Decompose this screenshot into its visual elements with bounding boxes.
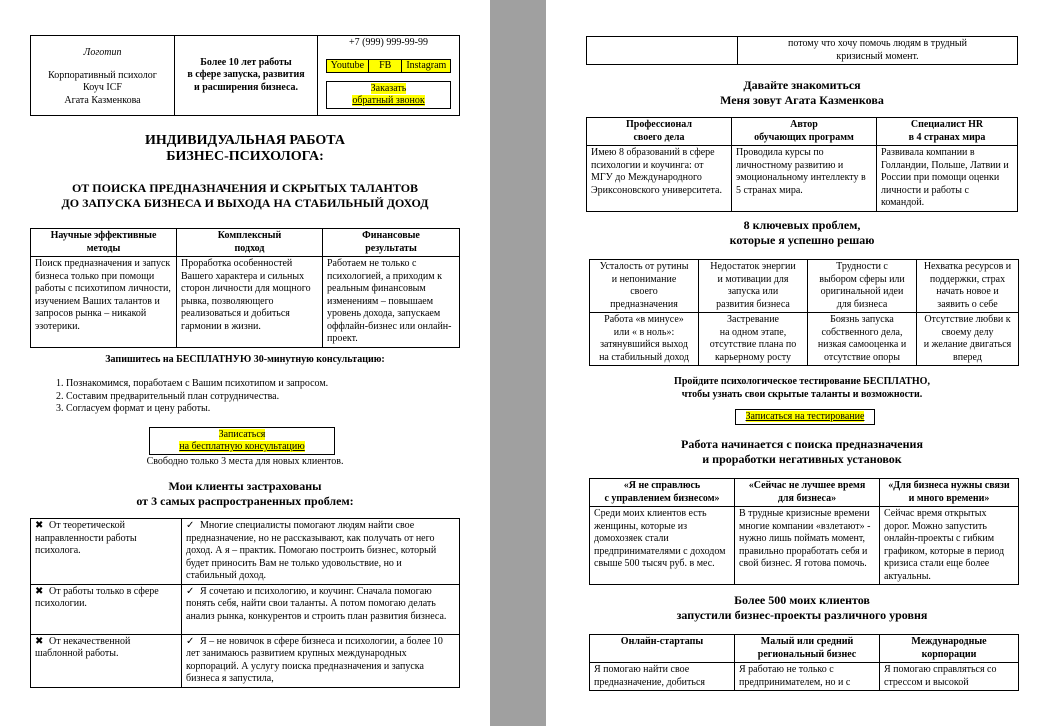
consult-title: Запишитесь на БЕСПЛАТНУЮ 30-минутную консультацию: xyxy=(105,354,385,365)
header-name: Агата Казменкова xyxy=(64,94,141,106)
about-title-1: Давайте знакомиться xyxy=(743,78,861,92)
page-gap xyxy=(490,0,546,726)
main-title xyxy=(30,133,460,165)
clients-title-1: Более 500 моих клиентов xyxy=(734,593,870,607)
social-links xyxy=(322,59,455,74)
key-problems-title xyxy=(586,218,1018,248)
feature-header-2: Комплексный подход xyxy=(177,229,323,257)
cross-icon: ✖ xyxy=(35,585,44,597)
callback-line-2: обратный звонок xyxy=(352,95,425,106)
feature-header-3: Финансовые результаты xyxy=(323,229,460,257)
consult-step-2: 2. Составим предварительный план сотрудничества. xyxy=(66,391,460,404)
work-header-2: «Сейчас не лучшее время для бизнеса» xyxy=(735,479,880,507)
main-subtitle xyxy=(30,181,460,211)
work-title-2: и проработки негативных установок xyxy=(702,452,902,466)
work-text-1: Среди моих клиентов есть женщины, которые из домохозяек стали предпринимателями с доходом свыше 500 тысяч руб. в мес. xyxy=(590,507,735,585)
title-line-2: БИЗНЕС-ПСИХОЛОГА: xyxy=(166,149,324,164)
clients-title-2: запустили бизнес-проекты различного уровня xyxy=(676,608,928,622)
about-text-1: Имею 8 образований в сфере психологии и коучинга: от МГУ до Международного Эриксоновского университета. xyxy=(587,146,732,212)
document-page-1 xyxy=(0,0,490,726)
work-text-2: В трудные кризисные времени многие компании «взлетают» - нужно лишь поймать момент, правильно проработать себя и свой бизнес. Я готова помочь. xyxy=(735,507,880,585)
experience-line-1: Более 10 лет работы xyxy=(200,56,292,68)
key-problems-title-2: которые я успешно решаю xyxy=(729,233,875,247)
feature-text-2: Проработка особенностей Вашего характера и сильных сторон личности для мощного рывка, позволяющего реализоваться и добиться гармонии в жизни. xyxy=(177,257,323,348)
work-text-3: Сейчас время открытых дорог. Можно запустить онлайн-проекты с гибким графиком, которые в период кризиса стали еще более актуальны. xyxy=(880,507,1019,585)
clients-header-2: Малый или средний региональный бизнес xyxy=(735,635,880,663)
consult-step-1: 1. Познакомимся, поработаем с Вашим психотипом и запросом. xyxy=(66,378,460,391)
problem-row-3-left: ✖ От некачественной шаблонной работы. xyxy=(31,634,182,687)
header-table xyxy=(30,35,460,116)
header-contact-cell xyxy=(31,36,175,116)
key-problem-3: Трудности с выбором сферы или оригинальной идеи для бизнеса xyxy=(808,260,917,313)
test-invite xyxy=(586,375,1018,401)
clients-text-3: Я помогаю справляться со стрессом и высокой xyxy=(880,663,1019,691)
about-table xyxy=(586,117,1018,212)
consult-step-3: 3. Согласуем формат и цену работы. xyxy=(66,403,460,416)
continuation-left xyxy=(587,37,738,65)
about-header-2: Автор обучающих программ xyxy=(732,118,877,146)
logo-placeholder: Логотип xyxy=(83,47,122,58)
feature-header-1: Научные эффективные методы xyxy=(31,229,177,257)
document-page-2 xyxy=(546,0,1062,726)
clients-text-1: Я помогаю найти свое предназначение, добиться xyxy=(590,663,735,691)
key-problem-7: Боязнь запуска собственного дела, низкая самооценка и отсутствие опоры xyxy=(808,313,917,366)
callback-line-1: Заказать xyxy=(370,83,407,94)
features-table xyxy=(30,228,460,348)
fb-link[interactable]: FB xyxy=(369,59,402,74)
feature-text-1: Поиск предназначения и запуск бизнеса только при помощи работы с психотипом личности, изучением Ваших талантов и запросов рынка – никакой эзотерики. xyxy=(31,257,177,348)
cross-icon: ✖ xyxy=(35,520,44,531)
work-title-1: Работа начинается с поиска предназначения xyxy=(681,437,923,451)
problem-row-3-right: ✓ Я – не новичок в сфере бизнеса и психологии, а более 10 лет занимаюсь развитием крупных международных корпораций. А услугу поиска предназначения и запуска бизнеса я запустила, xyxy=(182,634,460,687)
header-cert: Коуч ICF xyxy=(83,82,122,93)
problem-row-2-left: ✖ От работы только в сфере психологии. xyxy=(31,584,182,634)
work-header-3: «Для бизнеса нужны связи и много времени» xyxy=(880,479,1019,507)
continuation-right: потому что хочу помочь людям в трудный кризисный момент. xyxy=(738,37,1018,65)
test-line-2: чтобы узнать свои скрытые таланты и возможности. xyxy=(681,389,923,400)
cross-icon: ✖ xyxy=(35,635,44,647)
check-icon: ✓ xyxy=(186,585,195,597)
key-problems-table xyxy=(589,259,1019,366)
header-links-cell xyxy=(318,36,460,116)
about-header-1: Профессионал своего дела xyxy=(587,118,732,146)
callback-button[interactable] xyxy=(326,81,451,109)
clients-table xyxy=(589,634,1019,691)
key-problem-2: Недостаток энергии и мотивации для запуска или развития бизнеса xyxy=(699,260,808,313)
header-role: Корпоративный психолог xyxy=(48,69,157,81)
consult-note: Свободно только 3 места для новых клиентов. xyxy=(146,456,344,467)
clients-header-1: Онлайн-стартапы xyxy=(590,635,735,663)
feature-text-3: Работаем не только с психологией, а приходим к реальным финансовым изменениям – повышаем уровень дохода, запускаем оффлайн-бизнес или онлайн-проект. xyxy=(323,257,460,348)
problem-row-1-right: ✓ Многие специалисты помогают людям найти свое предназначение, но не рассказывают, как получать от него доход. А я – практик. Помогаю построить бизнес, который будет приносить Вам не только удовольствие, но и стабильный доход. xyxy=(182,519,460,585)
test-button-label: Записаться на тестирование xyxy=(745,411,865,422)
about-text-2: Проводила курсы по личностному развитию и эмоциональному интеллекту в 5 странах мира. xyxy=(732,146,877,212)
key-problem-6: Застревание на одном этапе, отсутствие плана по карьерному росту xyxy=(699,313,808,366)
work-table xyxy=(589,478,1019,585)
check-icon: ✓ xyxy=(186,635,195,647)
check-icon: ✓ xyxy=(186,520,195,531)
clients-header-3: Международные корпорации xyxy=(880,635,1019,663)
about-text-3: Развивала компании в Голландии, Польше, Латвии и России при помощи оценки личности и работы с командой. xyxy=(877,146,1018,212)
problems-table xyxy=(30,518,460,688)
key-problem-4: Нехватка ресурсов и поддержки, страх начать новое и заявить о себе xyxy=(917,260,1019,313)
key-problem-8: Отсутствие любви к своему делу и желание двигаться вперед xyxy=(917,313,1019,366)
consult-button-line-2: на бесплатную консультацию xyxy=(179,441,305,452)
about-header-3: Специалист HR в 4 странах мира xyxy=(877,118,1018,146)
consult-button-line-1: Записаться xyxy=(218,429,266,440)
about-title-2: Меня зовут Агата Казменкова xyxy=(720,93,884,107)
experience-line-3: и расширения бизнеса. xyxy=(193,81,299,93)
subtitle-line-1: ОТ ПОИСКА ПРЕДНАЗНАЧЕНИЯ И СКРЫТЫХ ТАЛАНТОВ xyxy=(71,181,419,195)
instagram-link[interactable]: Instagram xyxy=(402,59,451,74)
consult-steps xyxy=(30,378,460,416)
header-experience-cell xyxy=(175,36,318,116)
youtube-link[interactable]: Youtube xyxy=(326,59,369,74)
problems-title xyxy=(30,479,460,509)
problems-title-2: от 3 самых распространенных проблем: xyxy=(136,494,354,508)
consult-signup-button[interactable] xyxy=(149,427,335,455)
key-problem-1: Усталость от рутины и непонимание своего предназначения xyxy=(590,260,699,313)
work-title xyxy=(586,437,1018,467)
subtitle-line-2: ДО ЗАПУСКА БИЗНЕСА И ВЫХОДА НА СТАБИЛЬНЫЙ ДОХОД xyxy=(61,196,429,210)
clients-title xyxy=(586,593,1018,623)
test-signup-button[interactable] xyxy=(735,409,875,425)
phone-number[interactable]: +7 (999) 999-99-99 xyxy=(349,37,428,48)
test-line-1: Пройдите психологическое тестирование БЕСПЛАТНО, xyxy=(674,376,930,387)
about-title xyxy=(586,78,1018,108)
work-header-1: «Я не справлюсь с управлением бизнесом» xyxy=(590,479,735,507)
problem-row-1-left: ✖ От теоретической направленности работы психолога. xyxy=(31,519,182,585)
problems-title-1: Мои клиенты застрахованы xyxy=(168,479,322,493)
clients-text-2: Я работаю не только с предпринимателем, но и с xyxy=(735,663,880,691)
title-line-1: ИНДИВИДУАЛЬНАЯ РАБОТА xyxy=(144,133,345,148)
problem-row-2-right: ✓ Я сочетаю и психологию, и коучинг. Сначала помогаю понять себя, найти свои таланты. А потом помогаю делать анализ рынка, конкурентов и строить план развития бизнеса. xyxy=(182,584,460,634)
key-problem-5: Работа «в минусе» или « в ноль»: затянувшийся выход на стабильный доход xyxy=(590,313,699,366)
key-problems-title-1: 8 ключевых проблем, xyxy=(743,218,861,232)
problems-continuation-table xyxy=(586,36,1018,65)
experience-line-2: в сфере запуска, развития xyxy=(187,69,305,81)
